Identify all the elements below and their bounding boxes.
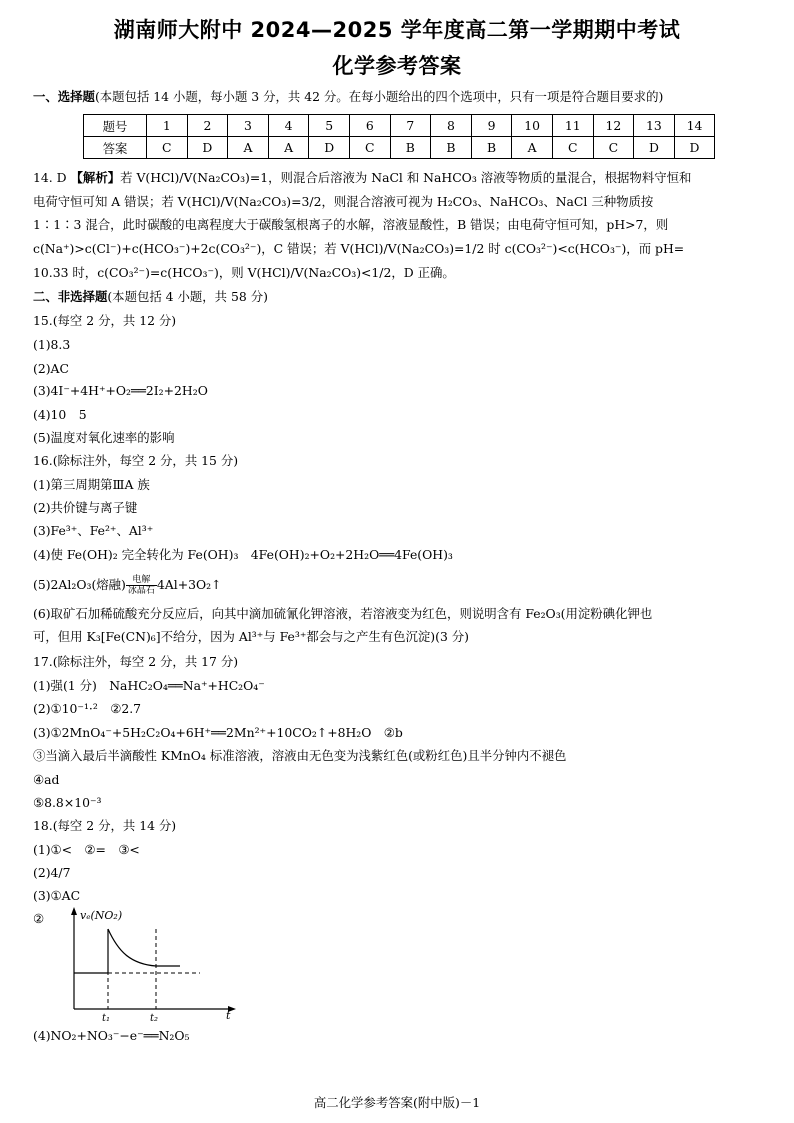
answer-cell: B	[471, 137, 512, 159]
q15-answer-3: (3)4I⁻+4H⁺+O₂══2I₂+2H₂O	[33, 383, 208, 398]
answer-table-answer-label: 答案	[84, 137, 147, 159]
q15-heading: 15.(每空 2 分，共 12 分)	[33, 313, 177, 328]
answer-cell: B	[390, 137, 431, 159]
reaction-condition	[126, 575, 157, 596]
graph-x-label: t	[226, 1009, 231, 1022]
q17-heading: 17.(除标注外，每空 2 分，共 17 分)	[33, 654, 239, 669]
q14-answer: 14. D	[33, 170, 67, 185]
q14-line-2: 电荷守恒可知 A 错误；若 V(HCl)/V(Na₂CO₃)=3/2，则混合溶液可视为 H₂CO₃、NaHCO₃、NaCl 三种物质按	[33, 194, 654, 209]
section-1-description: (本题包括 14 小题，每小题 3 分，共 42 分。在每小题给出的四个选项中，只有一项是符合题目要求的)	[94, 89, 664, 104]
q17-answer-3: (3)①2MnO₄⁻+5H₂C₂O₄+6H⁺══2Mn²⁺+10CO₂↑+8H₂O ②b	[33, 725, 403, 740]
q18-answer-1: (1)①< ②= ③<	[33, 842, 140, 857]
q16-heading: 16.(除标注外，每空 2 分，共 15 分)	[33, 453, 239, 468]
answer-cell: D	[309, 137, 350, 159]
answer-cell: A	[228, 137, 269, 159]
q14-analysis-tag: 【解析】	[70, 170, 121, 185]
answer-cell: B	[431, 137, 472, 159]
answer-cell: A	[512, 137, 553, 159]
question-number-cell: 3	[228, 115, 269, 137]
answer-cell: C	[147, 137, 188, 159]
question-number-cell: 6	[349, 115, 390, 137]
question-number-cell: 2	[187, 115, 228, 137]
question-number-cell: 13	[634, 115, 675, 137]
reaction-condition-top: 电解	[126, 575, 157, 586]
q16-answer-6-line-2: 可，但用 K₃[Fe(CN)₆]不给分，因为 Al³⁺与 Fe³⁺都会与之产生有色沉淀)(3 分)	[33, 629, 470, 644]
q15-answer-4: (4)10 5	[33, 407, 87, 422]
graph-y-arrow	[71, 907, 77, 915]
q18-answer-3: (3)①AC	[33, 888, 81, 903]
answer-cell: C	[593, 137, 634, 159]
section-1-heading: 一、选择题	[33, 89, 95, 104]
page-footer: 高二化学参考答案(附中版)－1	[313, 1095, 481, 1110]
question-number-cell: 1	[147, 115, 188, 137]
reaction-condition-bottom: 冰晶石	[127, 586, 155, 596]
q18-answer-3b-number: ②	[33, 911, 45, 926]
question-number-cell: 8	[431, 115, 472, 137]
answer-cell: C	[349, 137, 390, 159]
page-subtitle: 化学参考答案	[332, 54, 462, 78]
answer-table-number-label: 题号	[84, 115, 147, 137]
question-number-cell: 4	[268, 115, 309, 137]
graph-rate-curve	[108, 929, 180, 966]
q18-heading: 18.(每空 2 分，共 14 分)	[33, 818, 177, 833]
q16-answer-1: (1)第三周期第ⅢA 族	[33, 477, 150, 492]
question-number-cell: 11	[552, 115, 593, 137]
answer-table	[83, 114, 715, 159]
answer-table-answer-row	[84, 137, 715, 159]
q18-answer-2: (2)4/7	[33, 865, 71, 880]
answer-cell: A	[268, 137, 309, 159]
page-title: 湖南师大附中 2024—2025 学年度高二第一学期期中考试	[113, 18, 681, 42]
answer-cell: D	[187, 137, 228, 159]
q14-line-3: 1∶1∶3 混合，此时碳酸的电离程度大于碳酸氢根离子的水解，溶液显酸性，B 错误；由电荷守恒可知，pH>7，则	[33, 217, 669, 232]
q16-answer-4: (4)使 Fe(OH)₂ 完全转化为 Fe(OH)₃ 4Fe(OH)₂+O₂+2H₂O══4Fe(OH)₃	[33, 547, 453, 562]
q14-line-5: 10.33 时，c(CO₃²⁻)=c(HCO₃⁻)，则 V(HCl)/V(Na₂CO₃)<1/2，D 正确。	[33, 265, 455, 280]
q14-text: 若 V(HCl)/V(Na₂CO₃)=1，则混合后溶液为 NaCl 和 NaHCO₃ 溶液等物质的量混合，根据物料守恒和	[120, 170, 692, 185]
q14-line-1	[33, 170, 691, 186]
question-number-cell: 7	[390, 115, 431, 137]
section-1-heading-line	[33, 89, 663, 105]
question-number-cell: 12	[593, 115, 634, 137]
q17-answer-3d: ⑤8.8×10⁻³	[33, 795, 102, 810]
question-number-cell: 9	[471, 115, 512, 137]
q17-answer-1: (1)强(1 分) NaHC₂O₄══Na⁺+HC₂O₄⁻	[33, 678, 265, 693]
q14-line-4: c(Na⁺)>c(Cl⁻)+c(HCO₃⁻)+2c(CO₃²⁻)，C 错误；若 V(HCl)/V(Na₂CO₃)=1/2 时 c(CO₃²⁻)<c(HCO₃⁻)，而 pH=	[33, 241, 685, 256]
q16-answer-5-left: (5)2Al₂O₃(熔融)	[33, 577, 126, 592]
question-number-cell: 5	[309, 115, 350, 137]
q17-answer-3b: ③当滴入最后半滴酸性 KMnO₄ 标准溶液，溶液由无色变为浅紫红色(或粉红色)且半分钟内不褪色	[33, 748, 567, 763]
q16-answer-6-line-1: (6)取矿石加稀硫酸充分反应后，向其中滴加硫氰化钾溶液，若溶液变为红色，则说明含有 Fe₂O₃(用淀粉碘化钾也	[33, 606, 653, 621]
graph-t1-label: t₁	[102, 1013, 111, 1022]
graph-t2-label: t₂	[150, 1013, 159, 1022]
answer-cell: D	[674, 137, 715, 159]
q18-answer-4: (4)NO₂+NO₃⁻−e⁻══N₂O₅	[33, 1028, 190, 1043]
q16-answer-5	[33, 575, 221, 596]
q15-answer-1: (1)8.3	[33, 337, 71, 352]
section-2-heading-line	[33, 289, 268, 305]
question-number-cell: 10	[512, 115, 553, 137]
section-2-description: (本题包括 4 小题，共 58 分)	[107, 289, 268, 304]
q17-answer-2: (2)①10⁻¹·² ②2.7	[33, 701, 142, 716]
answer-cell: C	[552, 137, 593, 159]
q15-answer-2: (2)AC	[33, 361, 69, 376]
graph-y-label: vₑ(NO₂)	[80, 909, 123, 922]
q16-answer-3: (3)Fe³⁺、Fe²⁺、Al³⁺	[33, 523, 154, 538]
q15-answer-5: (5)温度对氧化速率的影响	[33, 430, 175, 445]
q16-answer-5-right: 4Al+3O₂↑	[156, 577, 222, 592]
answer-cell: D	[634, 137, 675, 159]
answer-table-number-row	[84, 115, 715, 137]
q17-answer-3c: ④ad	[33, 772, 60, 787]
section-2-heading: 二、非选择题	[33, 289, 108, 304]
question-number-cell: 14	[674, 115, 715, 137]
rate-time-graph	[60, 907, 260, 1022]
q16-answer-2: (2)共价键与离子键	[33, 500, 138, 515]
